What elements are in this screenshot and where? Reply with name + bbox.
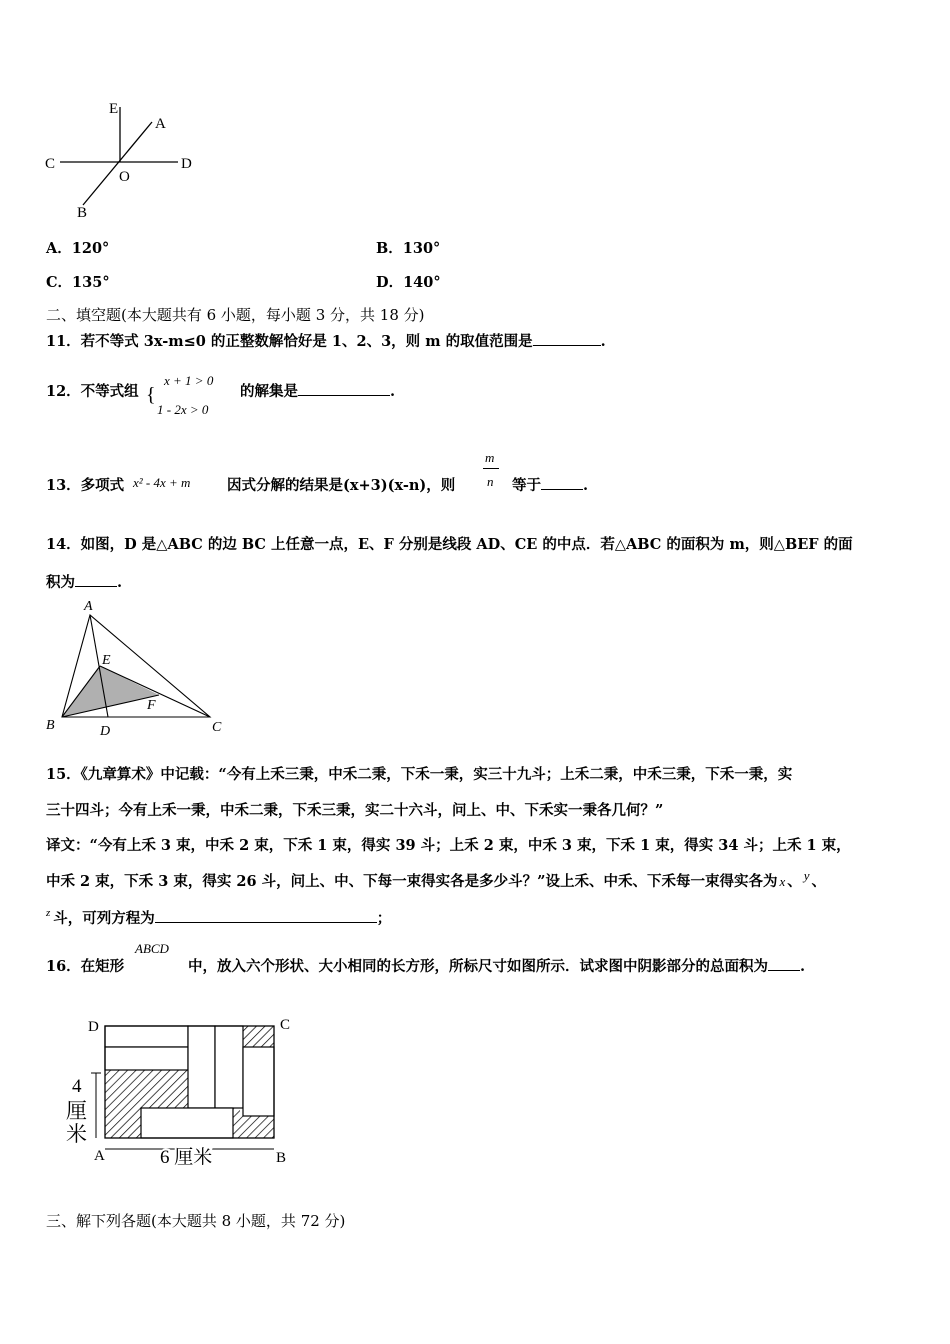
question-15-line-1: 15．《九章算术》中记载：“今有上禾三秉，中禾二秉，下禾一秉，实三十九斗；上禾二秉，中禾三秉，下禾一秉，实 xyxy=(46,766,793,783)
small-rect-5 xyxy=(243,1047,274,1116)
question-15-line-5: $^z$ 斗，可列方程为 ； xyxy=(46,907,392,927)
question-16-text: 中，放入六个形状、大小相同的长方形，所标尺寸如图所示．试求图中阴影部分的总面积为 . xyxy=(188,958,806,975)
label-o: O xyxy=(119,169,130,185)
question-13-suffix: 等于 . xyxy=(512,477,589,494)
section2-title: 二、填空题(本大题共有 6 小题，每小题 3 分，共 18 分) xyxy=(46,306,425,324)
label-e: E xyxy=(102,653,111,668)
question-12-prefix: 12．不等式组 xyxy=(46,383,139,400)
system-line-1: x + 1 > 0 xyxy=(164,373,214,388)
label-d: D xyxy=(100,724,111,739)
rect-name: ABCD xyxy=(135,941,169,956)
shaded-region-corner xyxy=(243,1026,274,1047)
question-12-suffix: 的解集是 . xyxy=(240,383,396,400)
variable-y: y xyxy=(803,868,810,883)
answer-blank[interactable] xyxy=(75,586,117,587)
rectangle-figure xyxy=(60,1010,310,1175)
option-b: B．130° xyxy=(376,240,441,257)
shaded-region-bottom-right xyxy=(233,1116,274,1138)
small-rect-3 xyxy=(188,1026,215,1108)
triangle-figure xyxy=(40,595,230,740)
dim-left-value: 4 xyxy=(72,1076,82,1097)
question-15-line-2: 三十四斗；今有上禾一秉，中禾二秉，下禾三秉，实二十六斗，问上、中、下禾实一秉各几何？” xyxy=(46,802,664,819)
question-16-prefix: 16．在矩形 xyxy=(46,958,125,975)
label-a: A xyxy=(155,116,166,132)
label-b: B xyxy=(276,1150,287,1166)
small-rect-4 xyxy=(215,1026,243,1108)
label-b: B xyxy=(77,205,88,220)
label-a: A xyxy=(84,599,93,614)
fraction-numerator: m xyxy=(485,450,495,465)
dim-left-unit-2: 米 xyxy=(66,1122,87,1146)
label-a: A xyxy=(94,1148,105,1164)
section3-title: 三、解下列各题(本大题共 8 小题，共 72 分) xyxy=(46,1212,346,1230)
variable-x: x xyxy=(779,874,786,889)
label-f: F xyxy=(147,698,156,713)
fraction-denominator: n xyxy=(487,474,494,489)
answer-blank[interactable] xyxy=(298,395,390,396)
option-c: C．135° xyxy=(46,274,110,291)
question-15-line-4: 中禾 2 束，下禾 3 束，得实 26 斗，问上、中、下每一束得实各是多少斗？”设上禾、中禾、下禾每一束得实各为 x 、 y 、 xyxy=(46,868,827,890)
dim-bottom-label: 6 厘米 xyxy=(160,1147,213,1168)
line-ab xyxy=(83,122,152,205)
question-13-middle: 因式分解的结果是(x+3)(x-n)，则 xyxy=(227,477,456,494)
label-c: C xyxy=(212,720,222,735)
system-brace: { xyxy=(146,384,156,406)
label-c: C xyxy=(280,1017,291,1033)
label-e: E xyxy=(109,101,119,117)
answer-blank[interactable] xyxy=(533,345,601,346)
option-d: D．140° xyxy=(376,274,441,291)
answer-blank[interactable] xyxy=(768,970,800,971)
dim-left-unit-1: 厘 xyxy=(66,1099,87,1123)
question-13-prefix: 13．多项式 xyxy=(46,477,125,494)
question-11: 11．若不等式 3x-m≤0 的正整数解恰好是 1、2、3，则 m 的取值范围是 . xyxy=(46,333,606,350)
small-rect-6 xyxy=(141,1108,233,1138)
polynomial-expr: x² - 4x + m xyxy=(133,475,191,490)
label-d: D xyxy=(88,1019,99,1035)
small-rect-2 xyxy=(105,1047,188,1070)
angle-figure xyxy=(40,95,200,220)
small-rect-1 xyxy=(105,1026,188,1047)
option-a: A．120° xyxy=(46,240,110,257)
system-line-2: 1 - 2x > 0 xyxy=(157,402,209,417)
fraction-bar xyxy=(483,468,499,469)
shaded-triangle-bef xyxy=(62,666,159,717)
question-14-line-1: 14．如图，D 是△ABC 的边 BC 上任意一点，E、F 分别是线段 AD、CE 的中点．若△ABC 的面积为 m，则△BEF 的面 xyxy=(46,536,853,553)
label-b: B xyxy=(46,718,55,733)
label-c: C xyxy=(45,156,56,172)
answer-blank[interactable] xyxy=(155,922,377,923)
answer-blank[interactable] xyxy=(541,489,583,490)
label-d: D xyxy=(181,156,192,172)
question-15-line-3: 译文：“今有上禾 3 束，中禾 2 束，下禾 1 束，得实 39 斗；上禾 2 束，中禾 3 束，下禾 1 束，得实 34 斗；上禾 1 束， xyxy=(46,837,851,854)
variable-z: z xyxy=(46,907,51,919)
question-14-line-2: 积为 . xyxy=(46,574,123,591)
